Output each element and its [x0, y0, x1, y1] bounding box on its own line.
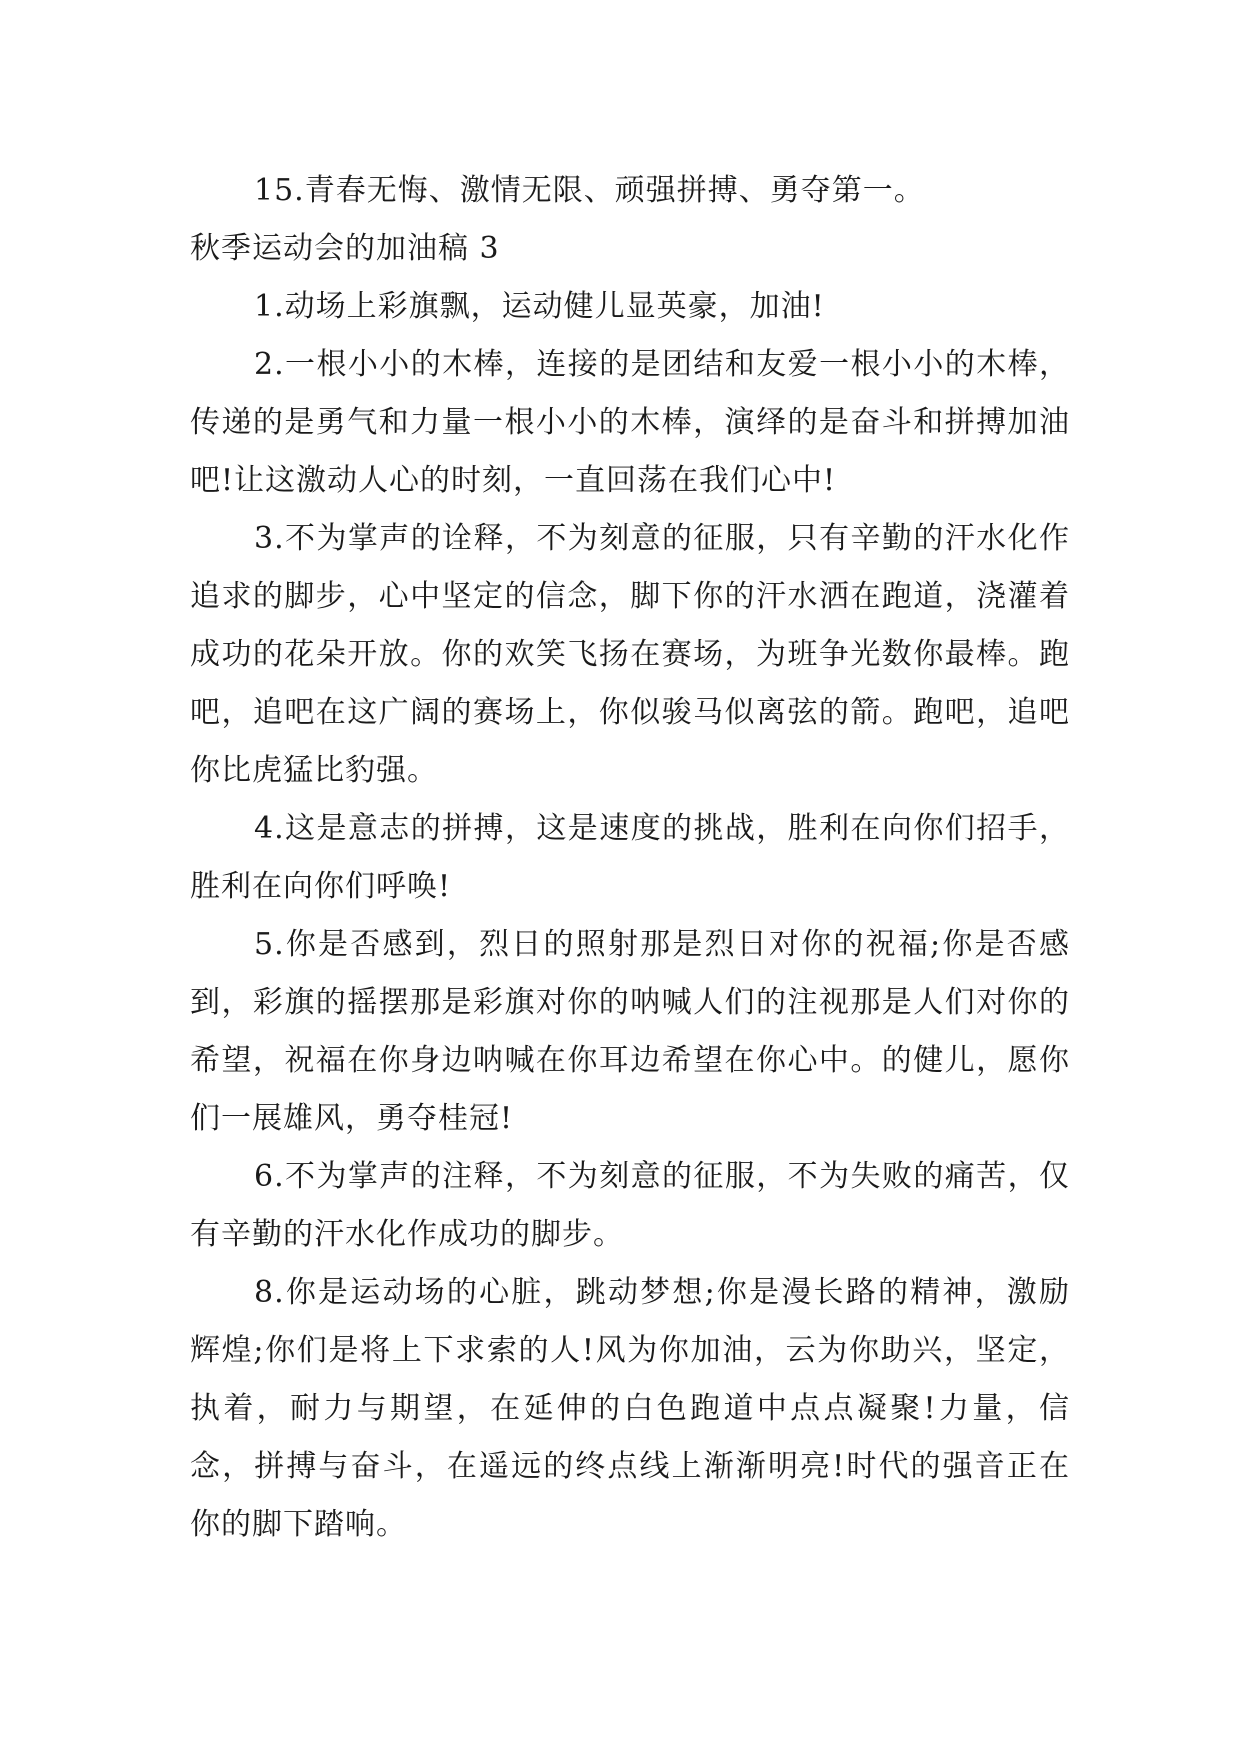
paragraph-3: 3.不为掌声的诠释，不为刻意的征服，只有辛勤的汗水化作追求的脚步，心中坚定的信念，脚下你的汗水洒在跑道，浇灌着成功的花朵开放。你的欢笑飞扬在赛场，为班争光数你最棒。跑吧，追吧在这广阔的赛场上，你似骏马似离弦的箭。跑吧，追吧你比虎猛比豹强。 [190, 521, 1070, 788]
document-page [190, 162, 1070, 1554]
section-heading: 秋季运动会的加油稿 3 [190, 231, 500, 266]
paragraph-8: 8.你是运动场的心脏，跳动梦想;你是漫长路的精神，激励辉煌;你们是将上下求索的人!风为你加油，云为你助兴，坚定，执着，耐力与期望，在延伸的白色跑道中点点凝聚!力量，信念，拼搏与奋斗，在遥远的终点线上渐渐明亮!时代的强音正在你的脚下踏响。 [190, 1275, 1070, 1542]
paragraph-1: 1.动场上彩旗飘，运动健儿显英豪，加油! [254, 289, 825, 324]
paragraph-4: 4.这是意志的拼搏，这是速度的挑战，胜利在向你们招手，胜利在向你们呼唤! [190, 811, 1070, 904]
paragraph-15: 15.青春无悔、激情无限、顽强拼搏、勇夺第一。 [254, 173, 925, 208]
paragraph-2: 2.一根小小的木棒，连接的是团结和友爱一根小小的木棒，传递的是勇气和力量一根小小的木棒，演绎的是奋斗和拼搏加油吧!让这激动人心的时刻，一直回荡在我们心中! [190, 347, 1070, 498]
paragraph-5: 5.你是否感到，烈日的照射那是烈日对你的祝福;你是否感到，彩旗的摇摆那是彩旗对你的呐喊人们的注视那是人们对你的希望，祝福在你身边呐喊在你耳边希望在你心中。的健儿，愿你们一展雄风，勇夺桂冠! [190, 927, 1070, 1136]
paragraph-6: 6.不为掌声的注释，不为刻意的征服，不为失败的痛苦，仅有辛勤的汗水化作成功的脚步。 [190, 1159, 1070, 1252]
